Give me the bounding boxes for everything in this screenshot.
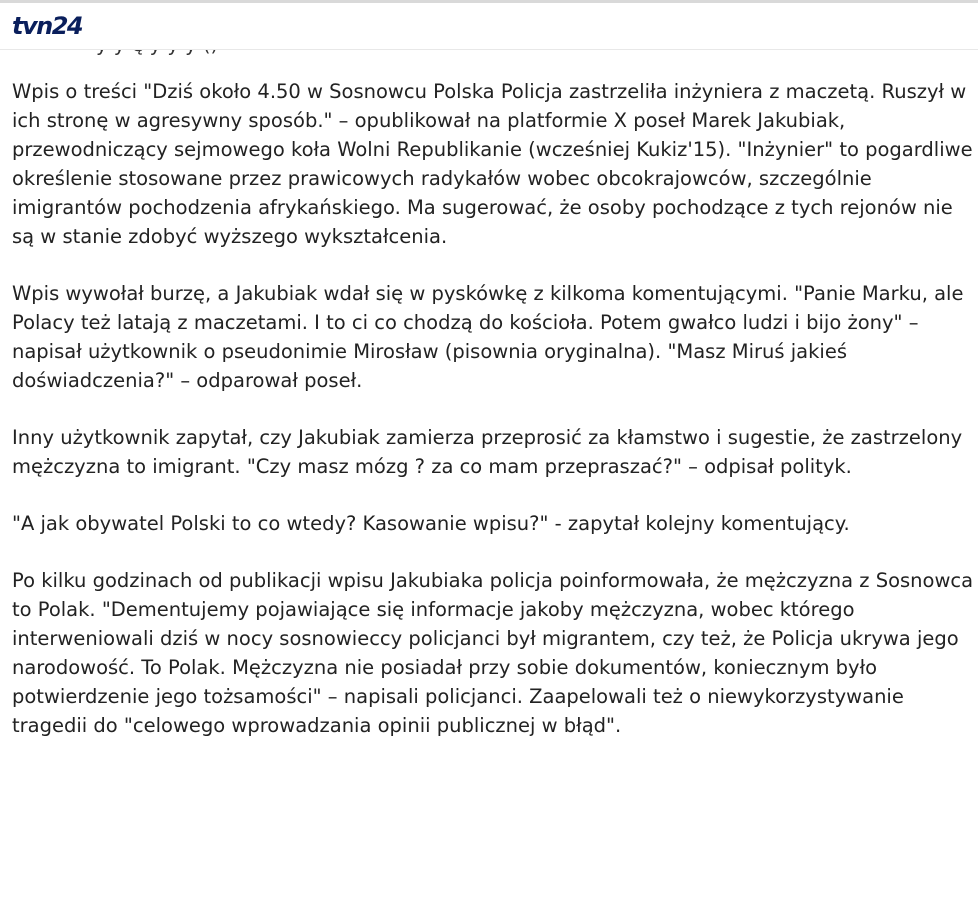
tvn24-logo[interactable]: tvn24 [12,12,83,40]
article-body [12,77,974,768]
article-paragraph-5: Po kilku godzinach od publikacji wpisu Jakubiaka policja poinformowała, że mężczyzna z Sosnowca to Polak. "Dementujemy pojawiające się informacje jakoby mężczyzna, wobec którego interweniowali dziś w nocy sosnowieccy policjanci był migrantem, czy też, że Policja ukrywa jego narodowość. To Polak. Mężczyzna nie posiadał przy sobie dokumentów, koniecznym było potwierdzenie jego tożsamości" – napisali policjanci. Zaapelowali też o niewykorzystywanie tragedii do "celowego wprowadzania opinii publicznej w błąd". [12,569,974,737]
article-paragraph-2: Wpis wywołał burzę, a Jakubiak wdał się w pyskówkę z kilkoma komentującymi. "Panie Marku, ale Polacy też latają z maczetami. I to ci co chodzą do kościoła. Potem gwałco ludzi i bijo żony" – napisał użytkownik o pseudonimie Mirosław (pisownia oryginalna). "Masz Miruś jakieś doświadczenia?" – odparował poseł. [12,282,964,392]
site-header [0,3,978,50]
article-paragraph-4: "A jak obywatel Polski to co wtedy? Kasowanie wpisu?" - zapytał kolejny komentujący. [12,512,850,535]
article-paragraph-3: Inny użytkownik zapytał, czy Jakubiak zamierza przeprosić za kłamstwo i sugestie, że zastrzelony mężczyzna to imigrant. "Czy masz mózg ? za co mam przepraszać?" – odpisał polityk. [12,426,963,478]
article-paragraph-1: Wpis o treści "Dziś około 4.50 w Sosnowcu Polska Policja zastrzeliła inżyniera z maczetą. Ruszył w ich stronę w agresywny sposób." – opublikował na platformie X poseł Marek Jakubiak, przewodniczący sejmowego koła Wolni Republikanie (wcześniej Kukiz'15). "Inżynier" to pogardliwe określenie stosowane przez prawicowych radykałów wobec obcokrajowców, szczególnie imigrantów pochodzenia afrykańskiego. Ma sugerować, że osoby pochodzące z tych rejonów nie są w stanie zdobyć wyższego wykształcenia. [12,80,973,248]
